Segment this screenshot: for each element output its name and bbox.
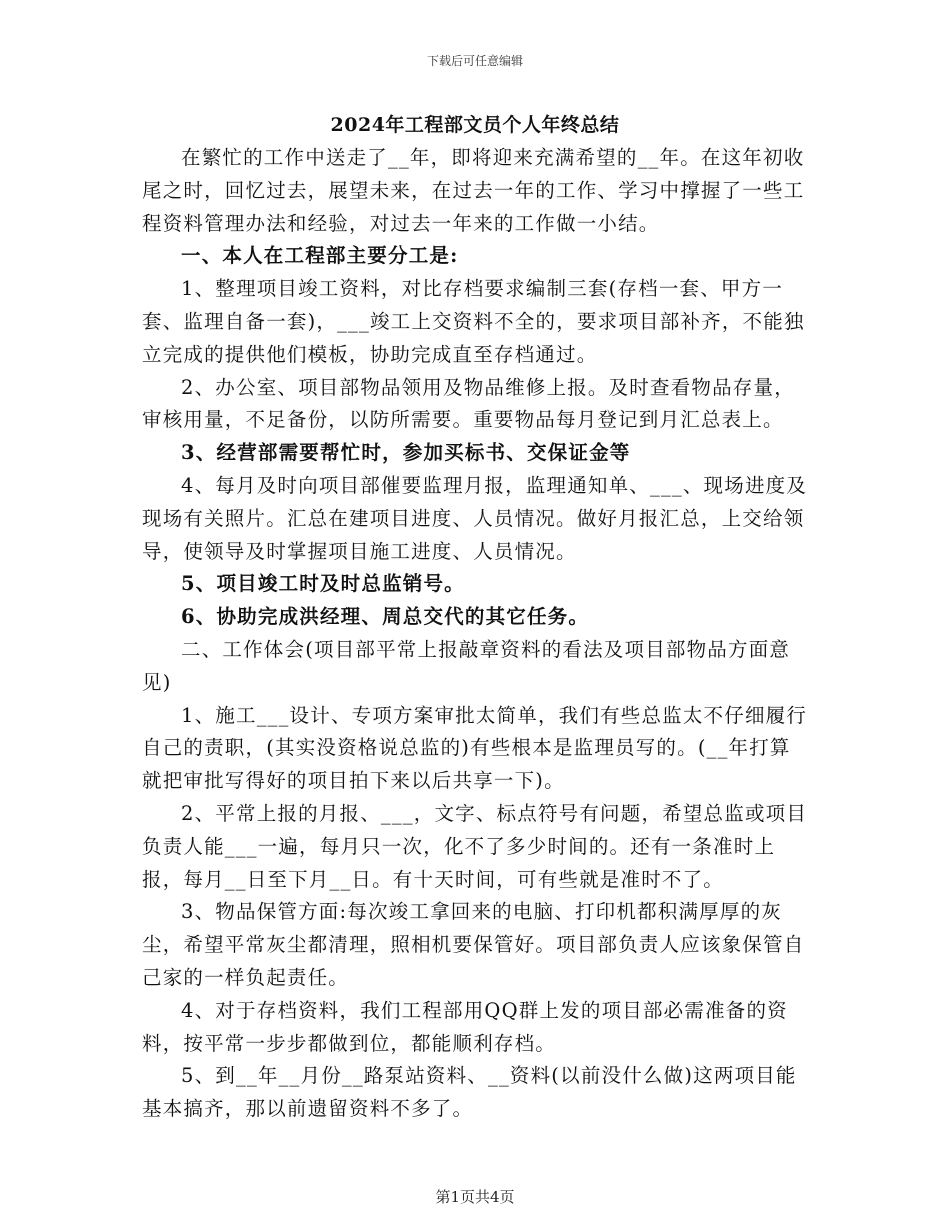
document-body <box>142 142 810 1126</box>
section-heading-experience: 二、工作体会(项目部平常上报敲章资料的看法及项目部物品方面意见) <box>142 637 791 694</box>
paragraph-experience-4: 4、对于存档资料，我们工程部用QQ群上发的项目部必需准备的资料，按平常一步步都做到位，都能顺利存档。 <box>142 998 788 1055</box>
paragraph-item-5: 5、项目竣工时及时总监销号。 <box>181 572 465 596</box>
paragraph-item-3: 3、经营部需要帮忙时，参加买标书、交保证金等 <box>181 441 631 465</box>
paragraph-experience-3: 3、物品保管方面:每次竣工拿回来的电脑、打印机都积满厚厚的灰尘，希望平常灰尘都清理，照相机要保管好。项目部负责人应该象保管自己家的一样负起责任。 <box>142 900 805 989</box>
paragraph-item-6: 6、协助完成洪经理、周总交代的其它任务。 <box>181 605 590 629</box>
section-heading-division: 一、本人在工程部主要分工是: <box>181 244 459 268</box>
paragraph-experience-5: 5、到__年__月份__路泵站资料、__资料(以前没什么做)这两项目能基本搞齐，那以前遗留资料不多了。 <box>142 1064 797 1121</box>
paragraph-item-1: 1、整理项目竣工资料，对比存档要求编制三套(存档一套、甲方一套、监理自备一套)，___竣工上交资料不全的，要求项目部补齐，不能独立完成的提供他们模板，协助完成直至存档通过。 <box>142 277 805 366</box>
document-title: 2024年工程部文员个人年终总结 <box>330 114 620 136</box>
paragraph-experience-1: 1、施工___设计、专项方案审批太简单，我们有些总监太不仔细履行自己的责职，(其实没资格说总监的)有些根本是监理员写的。(__年打算就把审批写得好的项目拍下来以后共享一下)。 <box>142 703 808 793</box>
page-header-note: 下载后可任意编辑 <box>426 54 523 68</box>
paragraph-item-2: 2、办公室、项目部物品领用及物品维修上报。及时查看物品存量，审核用量，不足备份，以防所需要。重要物品每月登记到月汇总表上。 <box>142 375 795 432</box>
paragraph-experience-2: 2、平常上报的月报、___，文字、标点符号有问题，希望总监或项目负责人能___一遍，每月只一次，化不了多少时间的。还有一条准时上报，每月__日至下月__日。有十天时间，可有些就是准时不了。 <box>142 801 808 891</box>
paragraph-intro: 在繁忙的工作中送走了__年，即将迎来充满希望的__年。在这年初收尾之时，回忆过去，展望未来，在过去一年的工作、学习中撑握了一些工程资料管理办法和经验，对过去一年来的工作做一小结。 <box>142 146 805 235</box>
paragraph-item-4: 4、每月及时向项目部催要监理月报，监理通知单、___、现场进度及现场有关照片。汇总在建项目进度、人员情况。做好月报汇总，上交给领导，使领导及时掌握项目施工进度、人员情况。 <box>142 473 808 563</box>
page-number: 第1页共4页 <box>435 1188 515 1206</box>
